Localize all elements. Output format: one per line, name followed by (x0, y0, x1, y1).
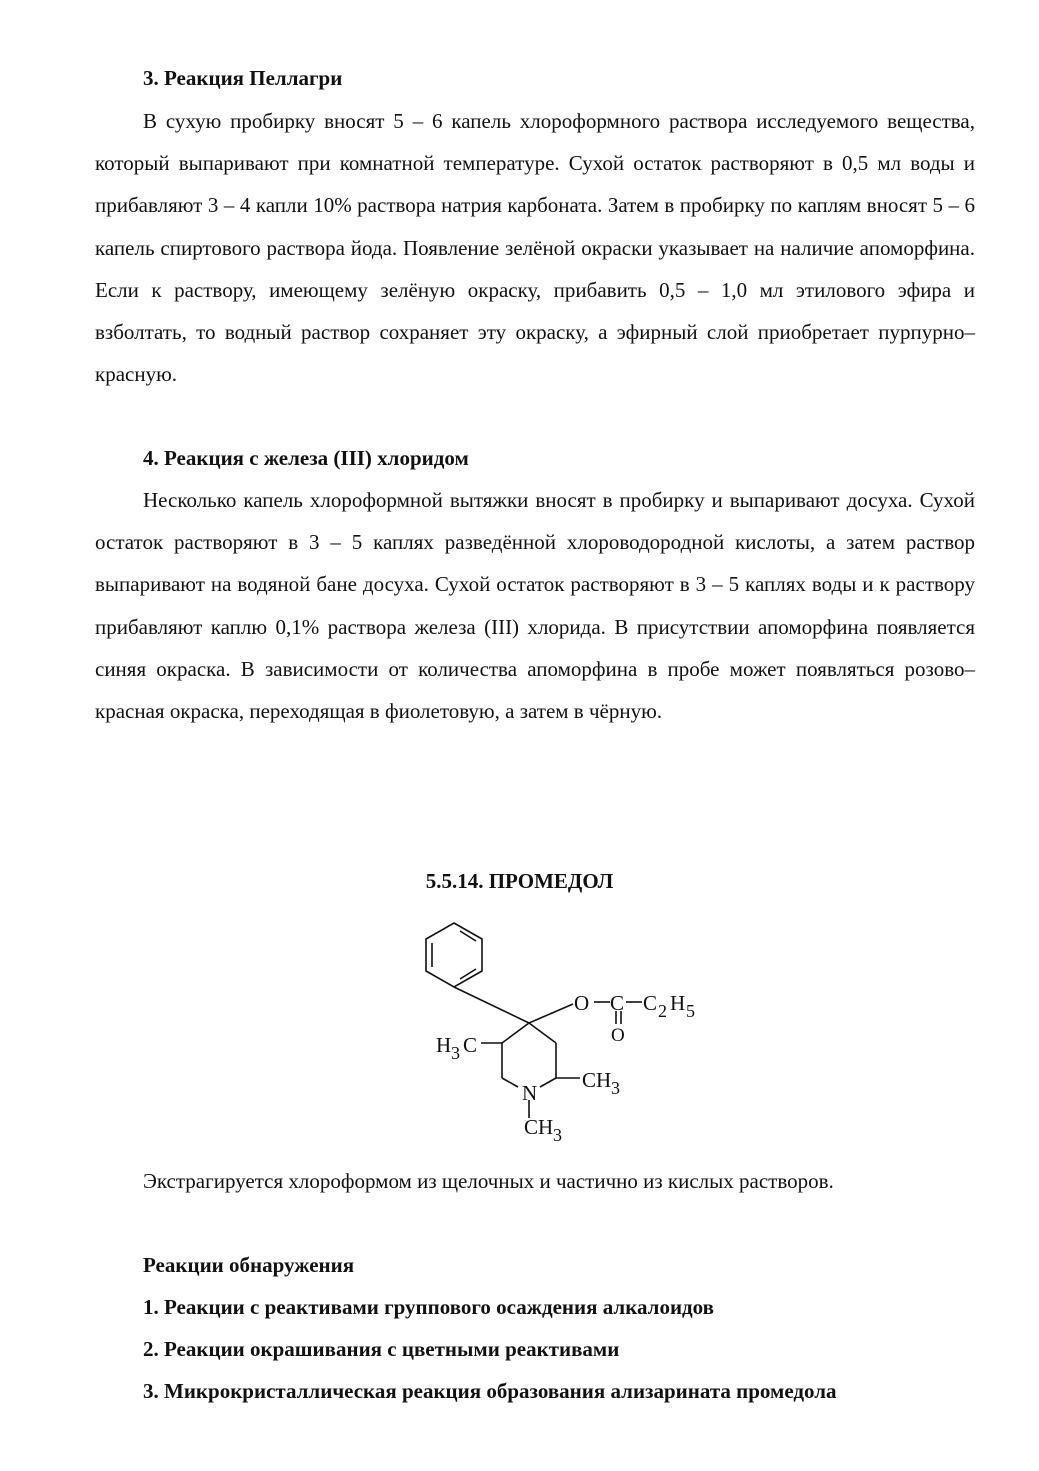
detection-item-3: 3. Микрокристаллическая реакция образования ализарината промедола (143, 1379, 837, 1403)
methyl-right-subscript: 3 (611, 1078, 620, 1098)
ethyl-hydrogen: H (670, 991, 686, 1015)
section-3-paragraph: В сухую пробирку вносят 5 – 6 капель хлороформного раствора исследуемого вещества, который выпаривают при комнатной температуре. Сухой остаток растворяют в 0,5 мл воды и прибавляют 3 – 4 капли 10% раствора натрия карбоната. Затем в пробирку по каплям вносят 5 – 6 капель спиртового раствора йода. Появление зелёной окраски указывает на наличие апоморфина. Если к раствору, имеющему зелёную окраску, прибавить 0,5 – 1,0 мл этилового эфира и взболтать, то водный раствор сохраняет эту окраску, а эфирный слой приобретает пурпурно–красную. (95, 109, 975, 387)
methyl-left-h: H (436, 1033, 452, 1057)
promedol-title: 5.5.14. ПРОМЕДОЛ (425, 869, 614, 893)
ethyl-carbon: C (643, 991, 658, 1015)
extraction-note: Экстрагируется хлороформом из щелочных и частично из кислых растворов. (143, 1169, 834, 1193)
methyl-n-ch: CH (524, 1115, 554, 1139)
phenyl-ring (426, 923, 482, 987)
detection-title: Реакции обнаружения (143, 1253, 355, 1277)
section-4-title: 4. Реакция с железа (III) хлоридом (143, 446, 469, 470)
ethyl-carbon-subscript: 2 (658, 1001, 667, 1021)
section-3-title: 3. Реакция Пеллагри (143, 66, 343, 90)
methyl-n-subscript: 3 (553, 1125, 562, 1145)
detection-item-1: 1. Реакции с реактивами группового осаждения алкалоидов (143, 1295, 714, 1319)
methyl-left-subscript: 3 (451, 1043, 460, 1063)
methyl-left-c: C (463, 1033, 478, 1057)
section-4-paragraph: Несколько капель хлороформной вытяжки вносят в пробирку и выпаривают досуха. Сухой остаток растворяют в 3 – 5 каплях разведённой хлороводородной кислоты, а затем раствор выпаривают на водяной бане досуха. Сухой остаток растворяют в 3 – 5 каплях воды и к раствору прибавляют каплю 0,1% раствора железа (III) хлорида. В присутствии апоморфина появляется синяя окраска. В зависимости от количества апоморфина в пробе может появляться розово–красная окраска, переходящая в фиолетовую, а затем в чёрную. (95, 488, 975, 724)
nitrogen-atom: N (522, 1081, 538, 1105)
detection-item-2: 2. Реакции окрашивания с цветными реактивами (143, 1337, 620, 1361)
methyl-right-ch: CH (582, 1068, 612, 1092)
ester-oxygen: O (574, 991, 590, 1015)
ethyl-hydrogen-subscript: 5 (686, 1001, 695, 1021)
ester-carbon: C (610, 991, 625, 1015)
carbonyl-oxygen: O (611, 1025, 625, 1046)
